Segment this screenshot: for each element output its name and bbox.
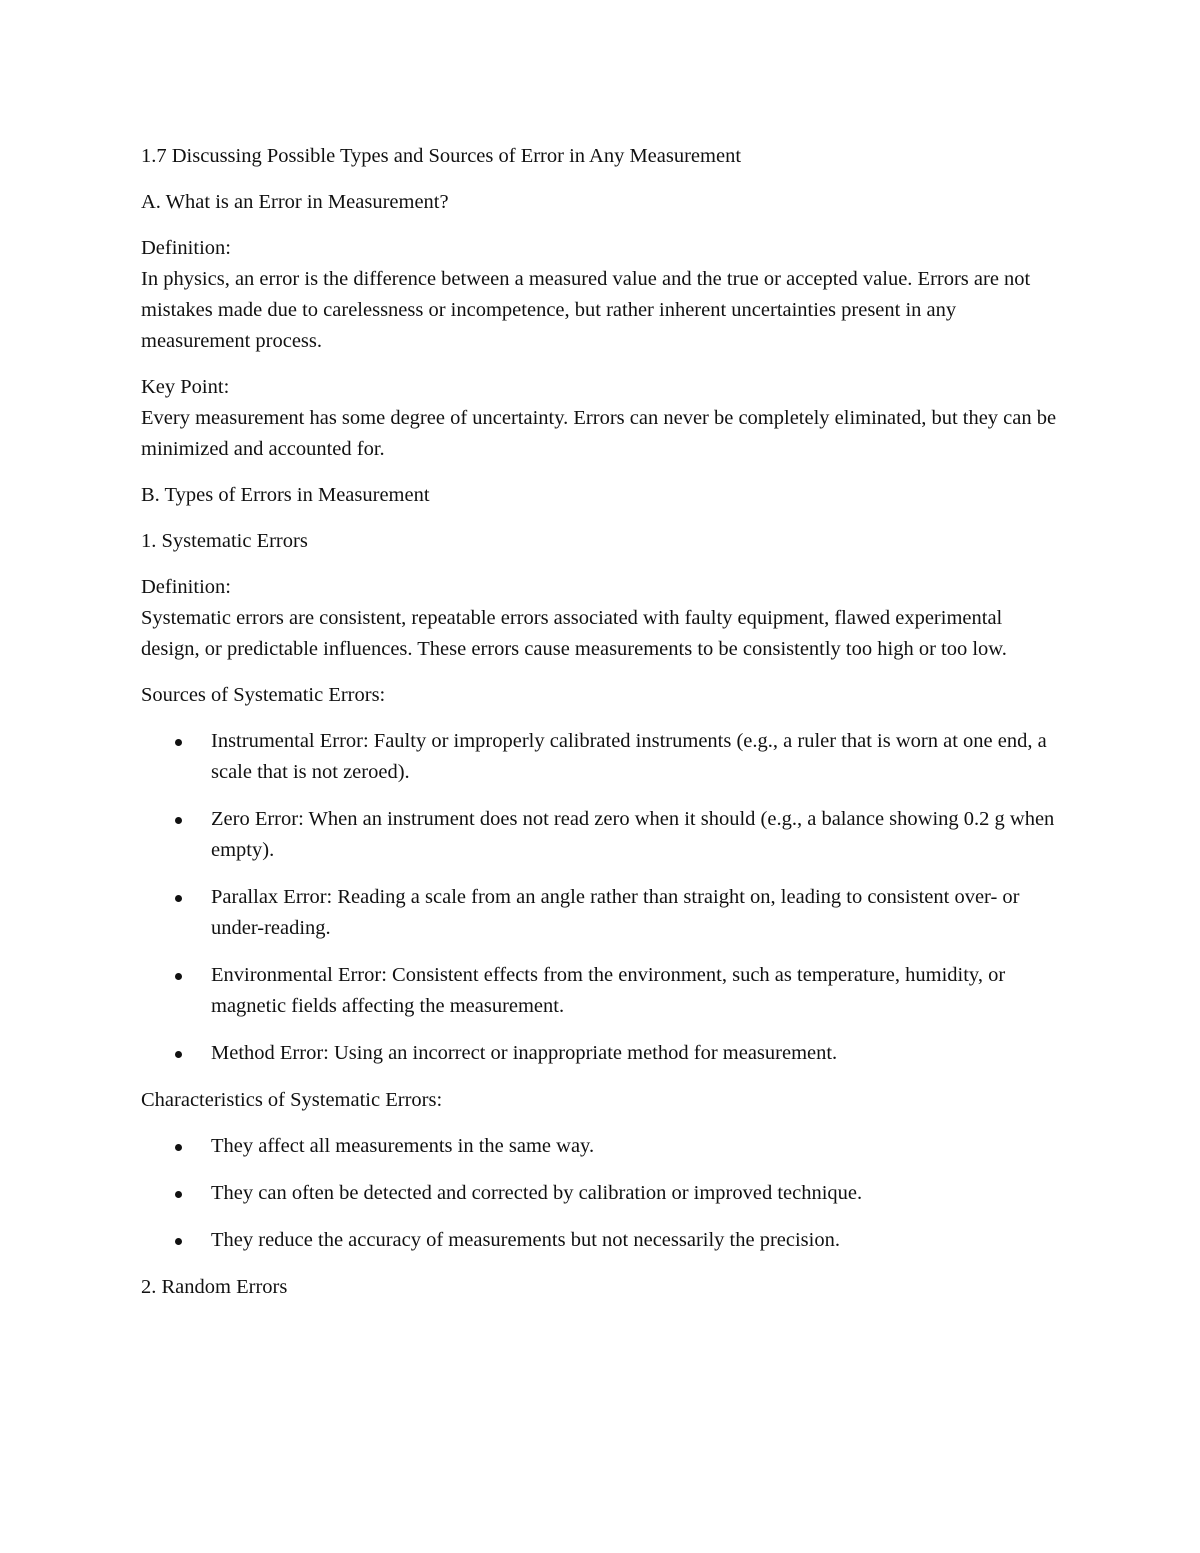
bullet-icon (175, 973, 182, 980)
bullet-icon (175, 1191, 182, 1198)
definition-text: Systematic errors are consistent, repeatable errors associated with faulty equipment, flawed experimental design, or predictable influences. These errors cause measurements to be consistently too high or too low. (141, 607, 1007, 660)
list-item: They affect all measurements in the same way. (141, 1131, 1061, 1162)
random-errors-heading: 2. Random Errors (141, 1276, 288, 1298)
list-item: Method Error: Using an incorrect or inappropriate method for measurement. (141, 1038, 1061, 1069)
keypoint-text: Every measurement has some degree of uncertainty. Errors can never be completely eliminated, but they can be minimized and accounted for. (141, 407, 1057, 460)
document-page (141, 141, 1061, 1318)
list-item: Instrumental Error: Faulty or improperly calibrated instruments (e.g., a ruler that is worn at one end, a scale that is not zeroed). (141, 726, 1061, 788)
bullet-icon (175, 895, 182, 902)
keypoint-label: Key Point: (141, 376, 230, 398)
list-item: Environmental Error: Consistent effects from the environment, such as temperature, humidity, or magnetic fields affecting the measurement. (141, 960, 1061, 1022)
list-item: They can often be detected and corrected by calibration or improved technique. (141, 1178, 1061, 1209)
sources-heading: Sources of Systematic Errors: (141, 684, 386, 706)
section-a-heading: A. What is an Error in Measurement? (141, 191, 449, 213)
definition-label: Definition: (141, 576, 231, 598)
list-item: Parallax Error: Reading a scale from an angle rather than straight on, leading to consistent over- or under-reading. (141, 882, 1061, 944)
characteristics-heading: Characteristics of Systematic Errors: (141, 1089, 443, 1111)
characteristics-list (141, 1131, 1061, 1256)
bullet-icon (175, 739, 182, 746)
section-a-definition (141, 233, 1061, 357)
bullet-icon (175, 1051, 182, 1058)
definition-text: In physics, an error is the difference between a measured value and the true or accepted value. Errors are not mistakes made due to carelessness or incompetence, but rather inherent uncertainties present in any measurement process. (141, 268, 1031, 352)
document-title: 1.7 Discussing Possible Types and Sources of Error in Any Measurement (141, 145, 742, 167)
list-item: Zero Error: When an instrument does not read zero when it should (e.g., a balance showing 0.2 g when empty). (141, 804, 1061, 866)
list-item: They reduce the accuracy of measurements but not necessarily the precision. (141, 1225, 1061, 1256)
section-b-heading: B. Types of Errors in Measurement (141, 484, 430, 506)
bullet-icon (175, 1238, 182, 1245)
bullet-icon (175, 1144, 182, 1151)
section-a-keypoint (141, 372, 1061, 465)
sources-list (141, 726, 1061, 1069)
definition-label: Definition: (141, 237, 231, 259)
systematic-errors-heading: 1. Systematic Errors (141, 530, 308, 552)
systematic-definition (141, 572, 1061, 665)
bullet-icon (175, 817, 182, 824)
